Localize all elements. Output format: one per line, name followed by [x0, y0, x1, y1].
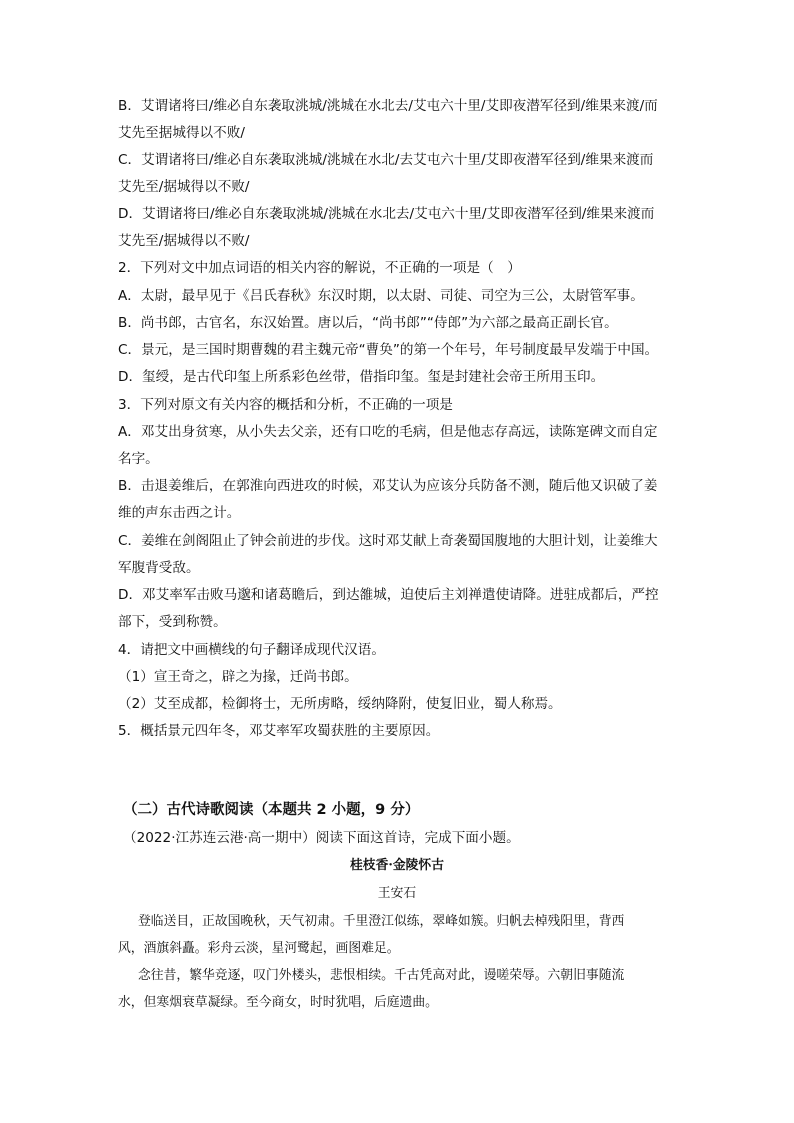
q2-stem: 2．下列对文中加点词语的相关内容的解说，不正确的一项是（ ）	[118, 260, 521, 276]
poem-line: 风，酒旗斜矗。彩舟云淡，星河鹭起，画图难足。	[118, 941, 400, 956]
q3-option-b-line2: 维的声东击西之计。	[118, 505, 241, 521]
q3-option-d-line2: 部下，受到称赞。	[118, 614, 227, 630]
q2-option-a: A．太尉，最早见于《吕氏春秋》东汉时期，以太尉、司徒、司空为三公，太尉管军事。	[118, 288, 644, 304]
q3-option-c-line1: C．姜维在剑阁阻止了钟会前进的步伐。这时邓艾献上奇袭蜀国腹地的大胆计划，让姜维大	[118, 533, 658, 549]
poem-title: 桂枝香·金陵怀古	[349, 858, 445, 873]
q4-stem: 4．请把文中画横线的句子翻译成现代汉语。	[118, 642, 385, 658]
q2-option-c: C．景元，是三国时期曹魏的君主魏元帝“曹奂”的第一个年号，年号制度最早发端于中国。	[118, 342, 659, 358]
q1-option-b-line2: 艾先至据城得以不败/	[118, 125, 245, 141]
q1-option-b-line1: B．艾谓诸将曰/维必自东袭取洮城/洮城在水北去/艾屯六十里/艾即夜潜军径到/维果来渡/而	[118, 98, 658, 114]
poem-author: 王安石	[377, 886, 417, 901]
poem-line: 念往昔，繁华竞逐，叹门外楼头，悲恨相续。千古凭高对此，谩嗟荣辱。六朝旧事随流	[138, 968, 625, 983]
q3-option-b-line1: B．击退姜维后，在郭淮向西进攻的时候，邓艾认为应该分兵防备不测，随后他又识破了姜	[118, 478, 658, 494]
q1-option-d-line2: 艾先至/据城得以不败/	[118, 233, 250, 249]
q3-stem: 3．下列对原文有关内容的概括和分析，不正确的一项是	[118, 397, 453, 413]
q3-option-a-line1: A．邓艾出身贫寒，从小失去父亲，还有口吃的毛病，但是他志存高远，读陈寔碑文而自定	[118, 424, 658, 440]
poem-line: 水，但寒烟衰草凝绿。至今商女，时时犹唱，后庭遗曲。	[118, 995, 438, 1010]
q4-item-1: （1）宣王奇之，辟之为掾，迁尚书郎。	[118, 669, 358, 685]
q1-option-c-line2: 艾先至/据城得以不败/	[118, 179, 250, 195]
q3-option-a-line2: 名字。	[118, 451, 159, 467]
q3-option-d-line1: D．邓艾率军击败马邈和诸葛瞻后，到达雒城，迫使后主刘禅遣使请降。进驻成都后，严控	[118, 587, 659, 603]
q3-option-c-line2: 军腹背受敌。	[118, 560, 200, 576]
q1-option-d-line1: D．艾谓诸将曰/维必自东袭取洮城/洮城在水北去/艾屯六十里/艾即夜潜军径到/维果来渡而	[118, 206, 655, 222]
section-heading: （二）古代诗歌阅读（本题共 2 小题，9 分）	[123, 802, 420, 818]
q2-option-d: D．玺绶，是古代印玺上所系彩色丝带，借指印玺。玺是封建社会帝王所用玉印。	[118, 369, 605, 385]
q1-option-c-line1: C．艾谓诸将曰/维必自东袭取洮城/洮城在水北/去艾屯六十里/艾即夜潜军径到/维果来渡而	[118, 152, 654, 168]
q2-option-b: B．尚书郎，古官名，东汉始置。唐以后，“尚书郎”“侍郎”为六部之最高正副长官。	[118, 315, 618, 331]
q4-item-2: （2）艾至成都，检御将士，无所虏略，绥纳降附，使复旧业，蜀人称焉。	[118, 696, 562, 712]
q5-stem: 5．概括景元四年冬，邓艾率军攻蜀获胜的主要原因。	[118, 723, 440, 739]
poem-line: 登临送目，正故国晚秋，天气初肃。千里澄江似练，翠峰如簇。归帆去棹残阳里，背西	[138, 914, 625, 929]
section-source: （2022·江苏连云港·高一期中）阅读下面这首诗，完成下面小题。	[123, 830, 520, 846]
